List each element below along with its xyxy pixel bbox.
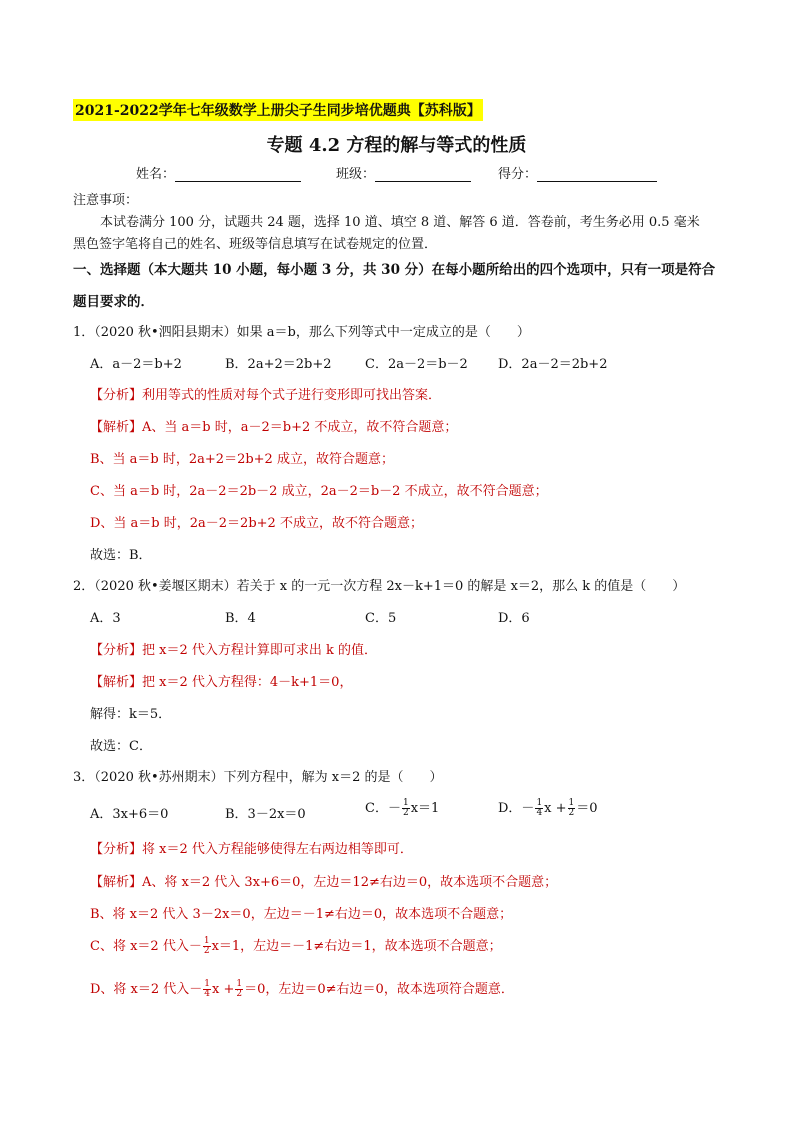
q3-solution-3-prefix: C、将 x＝2 代入－ [90, 939, 202, 954]
class-blank[interactable] [375, 169, 471, 182]
name-field[interactable] [136, 163, 301, 182]
q1-stem: 1．（2020 秋•泗阳县期末）如果 a＝b，那么下列等式中一定成立的是（ ） [73, 325, 530, 340]
q1-solution-1: 【解析】A、当 a＝b 时，a－2＝b+2 不成立，故不符合题意； [90, 420, 458, 435]
q3-option-b[interactable]: B．3－2x＝0 [225, 807, 306, 822]
q2-answer: 故选：C． [90, 739, 152, 754]
q3-stem: 3．（2020 秋•苏州期末）下列方程中，解为 x＝2 的是（ ） [73, 770, 443, 785]
q3-solution-4-suffix: ＝0，左边＝0≠右边＝0，故本选项符合题意． [244, 982, 514, 997]
q3-option-d[interactable] [498, 797, 598, 818]
notes-line-1: 本试卷满分 100 分，试题共 24 题，选择 10 道、填空 8 道、解答 6 道．答卷前，考生务必用 0.5 毫米 [100, 215, 700, 230]
q1-option-b[interactable]: B．2a+2＝2b+2 [225, 357, 332, 372]
q2-option-b[interactable]: B．4 [225, 611, 256, 626]
series-banner: 2021-2022学年七年级数学上册尖子生同步培优题典【苏科版】 [73, 99, 483, 121]
notes-line-2: 黑色签字笔将自己的姓名、班级等信息填写在试卷规定的位置． [73, 237, 438, 252]
q1-option-a[interactable]: A．a－2＝b+2 [90, 357, 182, 372]
half-fraction: $\frac{1}{2}$ [236, 979, 243, 999]
q1-option-c[interactable]: C．2a－2＝b－2 [365, 357, 468, 372]
q1-solution-4: D、当 a＝b 时，2a－2＝2b+2 不成立，故不符合题意； [90, 516, 423, 531]
q3-solution-4-prefix: D、将 x＝2 代入－ [90, 982, 203, 997]
q2-analysis: 【分析】把 x＝2 代入方程计算即可求出 k 的值． [90, 643, 378, 658]
q3-solution-1: 【解析】A、将 x＝2 代入 3x+6＝0，左边＝12≠右边＝0，故本选项不合题意； [90, 875, 558, 890]
half-fraction: $\frac{1}{2}$ [402, 798, 409, 818]
q3-solution-3-suffix: x＝1，左边＝－1≠右边＝1，故本选项不合题意； [211, 939, 502, 954]
q2-solution-2-text: 解得：k＝5． [90, 707, 172, 722]
q3-option-c[interactable] [365, 797, 439, 818]
q2-stem: 2．（2020 秋•姜堰区期末）若关于 x 的一元一次方程 2x－k+1＝0 的解是 x＝2，那么 k 的值是（ ） [73, 579, 686, 594]
score-label: 得分： [498, 167, 538, 182]
half-fraction: $\frac{1}{2}$ [568, 798, 575, 818]
q3-solution-4-mid: x + [212, 982, 235, 997]
q3-analysis: 【分析】将 x＝2 代入方程能够使得左右两边相等即可． [90, 842, 413, 857]
q3-option-c-suffix: x＝1 [410, 801, 440, 816]
q3-option-a[interactable]: A．3x+6＝0 [90, 807, 169, 822]
quarter-fraction: $\frac{1}{4}$ [204, 979, 211, 999]
q2-solution-2 [90, 703, 171, 722]
name-label: 姓名： [136, 167, 176, 182]
quarter-fraction: $\frac{1}{4}$ [536, 798, 543, 818]
class-label: 班级： [336, 167, 376, 182]
q3-solution-3 [90, 935, 502, 956]
q1-solution-3: C、当 a＝b 时，2a－2＝2b－2 成立，2a－2＝b－2 不成立，故不符合题意； [90, 484, 548, 499]
q1-option-d[interactable]: D．2a－2＝2b+2 [498, 357, 608, 372]
q3-option-c-prefix: C．－ [365, 801, 401, 816]
score-blank[interactable] [537, 169, 657, 182]
half-fraction: $\frac{1}{2}$ [203, 936, 210, 956]
q2-option-d[interactable]: D．6 [498, 611, 530, 626]
name-blank[interactable] [175, 169, 301, 182]
q2-option-c[interactable]: C．5 [365, 611, 397, 626]
section-heading-line-1: 一、选择题（本大题共 10 小题，每小题 3 分，共 30 分）在每小题所给出的四个选项中，只有一项是符合 [73, 262, 716, 278]
q1-solution-2: B、当 a＝b 时，2a+2＝2b+2 成立，故符合题意； [90, 452, 394, 467]
q2-option-a[interactable]: A．3 [90, 611, 121, 626]
notes-label: 注意事项： [73, 193, 139, 208]
score-field[interactable] [498, 163, 657, 182]
q3-option-d-prefix: D．－ [498, 801, 535, 816]
q1-answer: 故选：B． [90, 548, 152, 563]
q3-solution-2: B、将 x＝2 代入 3－2x＝0，左边＝－1≠右边＝0，故本选项不合题意； [90, 907, 513, 922]
q3-solution-4 [90, 978, 514, 999]
q3-option-d-suffix: ＝0 [576, 801, 598, 816]
q3-option-d-mid: x + [544, 801, 567, 816]
page-title: 专题 4.2 方程的解与等式的性质 [266, 135, 527, 156]
class-field[interactable] [336, 163, 471, 182]
q2-solution-1: 【解析】把 x＝2 代入方程得：4－k+1＝0， [90, 675, 353, 690]
q1-analysis: 【分析】利用等式的性质对每个式子进行变形即可找出答案． [90, 388, 442, 403]
section-heading-line-2: 题目要求的． [73, 294, 154, 310]
